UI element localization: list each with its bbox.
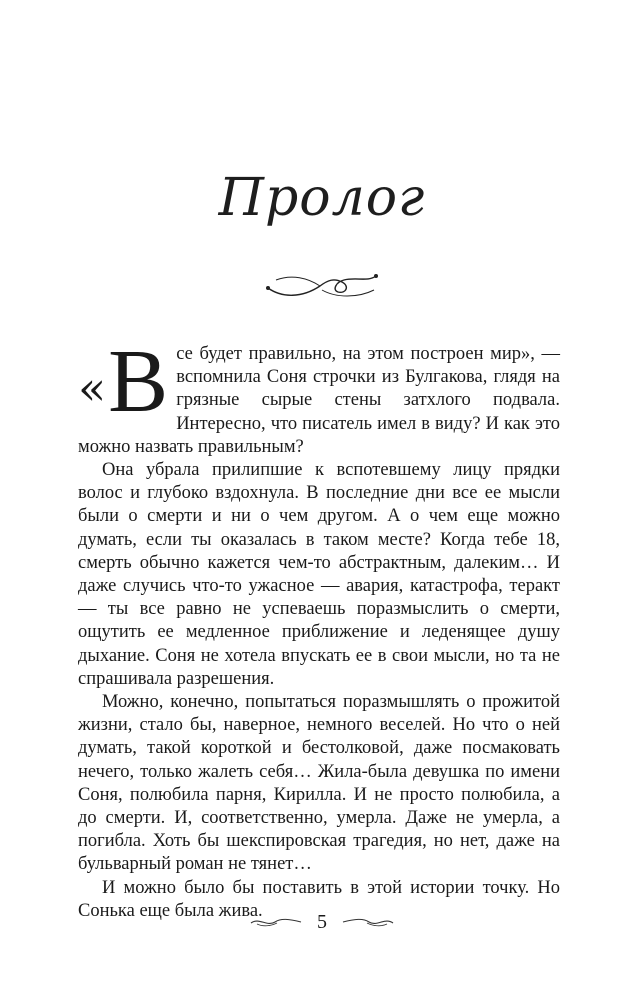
paragraph <box>78 332 560 459</box>
paragraph-text: се будет правильно, на этом построен мир», — вспомнила Соня строчки из Булгакова, глядя на грязные сырые стены затхлого подвала. Интересно, что писатель имел в виду? И как это можно назвать правильным? <box>78 344 560 457</box>
footer-flourish-right-icon <box>341 915 395 929</box>
chapter-title: Пролог <box>218 168 426 228</box>
body-text <box>78 332 560 923</box>
page-number: 5 <box>317 911 327 933</box>
page-footer <box>0 910 644 934</box>
footer-flourish-left-icon <box>249 915 303 929</box>
paragraph: Можно, конечно, попытаться поразмышлять о прожитой жизни, стало бы, наверное, немного веселей. Но что о ней думать, такой короткой и бестолковой, даже посмаковать нечего, только жалеть себя… Жила-была девушка по имени Соня, полюбила парня, Кирилла. И не просто полюбила, а до смерти. И, соответственно, умерла. Даже не умерла, а погибла. Хоть бы шекспировская трагедия, но нет, даже на бульварный роман не тянет… <box>78 692 560 875</box>
paragraph: Она убрала прилипшие к вспотевшему лицу прядки волос и глубоко вздохнула. В последние дни все ее мысли были о смерти и ни о чем другом. А о чем еще можно думать, если ты оказалась в таком месте? Когда тебе 18, смерть обычно кажется чем-то абстрактным, далеким… И даже случись что-то ужасное — авария, катастрофа, теракт — ты все равно не успеваешь поразмыслить о смерти, ощутить ее медленное приближение и леденящее душу дыхание. Соня не хотела впускать ее в свои мысли, но та не спрашивала разрешения. <box>78 460 560 689</box>
drop-cap-group <box>78 332 169 431</box>
drop-cap-letter: В <box>108 332 169 431</box>
title-flourish-ornament <box>262 268 382 302</box>
opening-quote-mark: « <box>78 361 107 415</box>
paragraph: И можно было бы поставить в этой истории точку. Но Сонька еще была жива. <box>78 877 560 921</box>
